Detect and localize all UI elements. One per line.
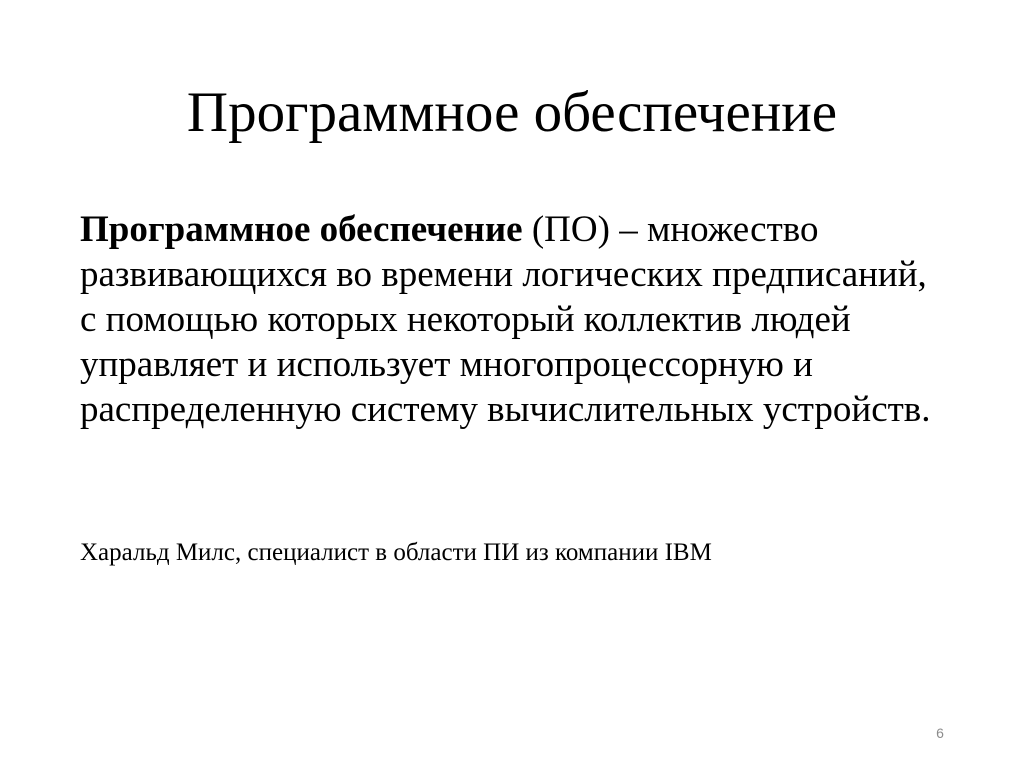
page-number: 6 [936, 725, 944, 741]
definition-term: Программное обеспечение [80, 209, 523, 250]
definition-paragraph [80, 207, 940, 432]
slide-title: Программное обеспечение [186, 81, 838, 144]
definition-text: (ПО) – множество развивающихся во времени логических предписаний, с помощью которых некоторый коллектив людей управляет и использует многопроцессорную и распределенную систему вычислительных устройств. [80, 209, 931, 430]
quote-attribution: Харальд Милс, специалист в области ПИ из компании IBM [80, 539, 712, 566]
